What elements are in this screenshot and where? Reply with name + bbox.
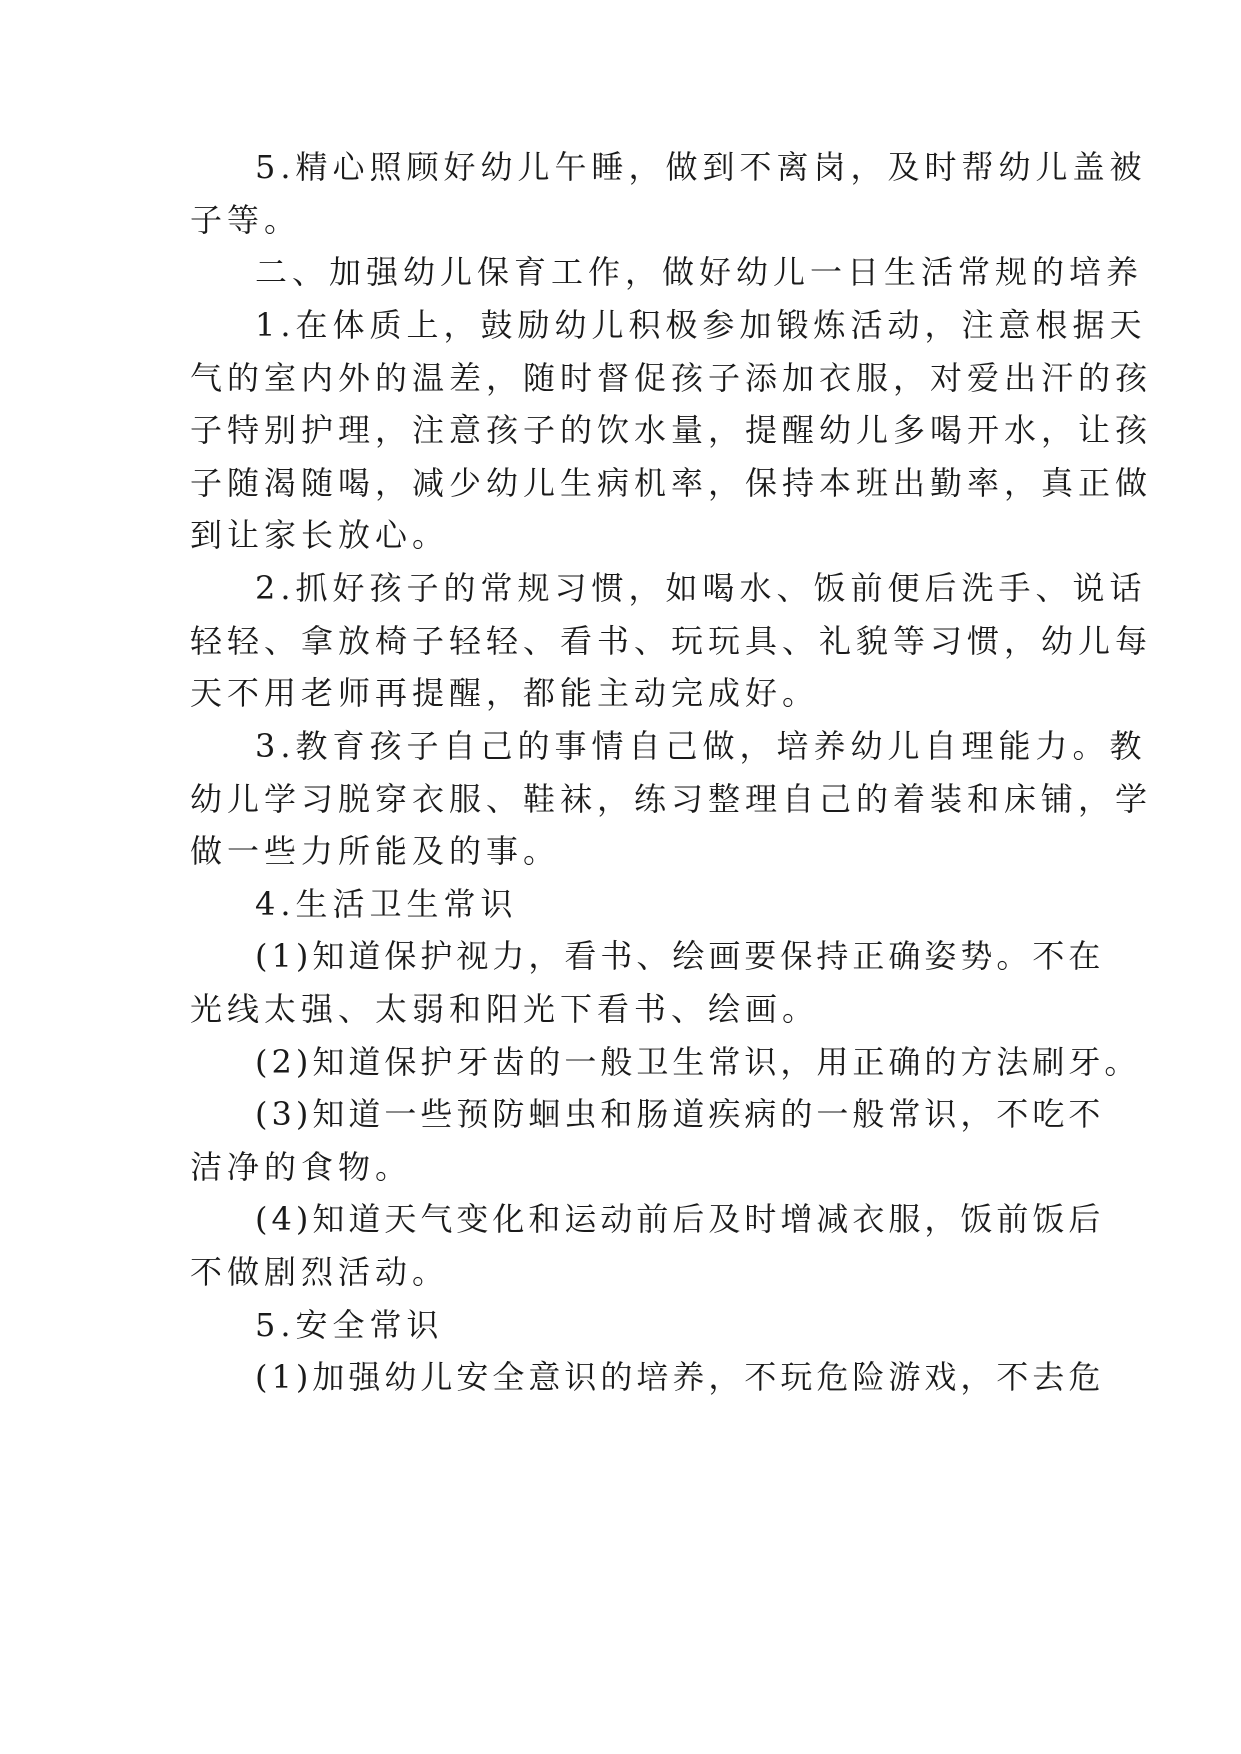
paragraph-line: 天不用老师再提醒，都能主动完成好。 [190,674,820,712]
subsection-heading: 5.安全常识 [255,1306,444,1344]
paragraph-line: 2.抓好孩子的常规习惯，如喝水、饭前便后洗手、说话 [255,569,1147,607]
paragraph-line: 轻轻、拿放椅子轻轻、看书、玩玩具、礼貌等习惯，幼儿每 [190,622,1153,660]
list-item-line: (1)知道保护视力，看书、绘画要保持正确姿势。不在 [255,937,1105,975]
paragraph-line: 子随渴随喝，减少幼儿生病机率，保持本班出勤率，真正做 [190,464,1153,502]
list-item-line: (1)加强幼儿安全意识的培养，不玩危险游戏，不去危 [255,1358,1105,1396]
paragraph-line: 幼儿学习脱穿衣服、鞋袜，练习整理自己的着装和床铺，学 [190,780,1153,818]
list-item-line: (4)知道天气变化和运动前后及时增减衣服，饭前饭后 [255,1200,1105,1238]
paragraph-line: 气的室内外的温差，随时督促孩子添加衣服，对爱出汗的孩 [190,359,1153,397]
paragraph-line: 1.在体质上，鼓励幼儿积极参加锻炼活动，注意根据天 [255,306,1147,344]
list-item-line: 光线太强、太弱和阳光下看书、绘画。 [190,990,820,1028]
list-item-line: (2)知道保护牙齿的一般卫生常识，用正确的方法刷牙。 [255,1043,1141,1081]
paragraph-line: 做一些力所能及的事。 [190,832,561,870]
paragraph-line: 子特别护理，注意孩子的饮水量，提醒幼儿多喝开水，让孩 [190,411,1153,449]
list-item-line: 洁净的食物。 [190,1148,413,1186]
paragraph-line: 5.精心照顾好幼儿午睡，做到不离岗，及时帮幼儿盖被 [255,148,1147,186]
paragraph-line: 子等。 [190,201,302,239]
subsection-heading: 4.生活卫生常识 [255,885,518,923]
list-item-line: 不做剧烈活动。 [190,1253,450,1291]
section-heading: 二、加强幼儿保育工作，做好幼儿一日生活常规的培养 [255,253,1144,291]
paragraph-line: 3.教育孩子自己的事情自己做，培养幼儿自理能力。教 [255,727,1147,765]
paragraph-line: 到让家长放心。 [190,516,450,554]
list-item-line: (3)知道一些预防蛔虫和肠道疾病的一般常识，不吃不 [255,1095,1105,1133]
